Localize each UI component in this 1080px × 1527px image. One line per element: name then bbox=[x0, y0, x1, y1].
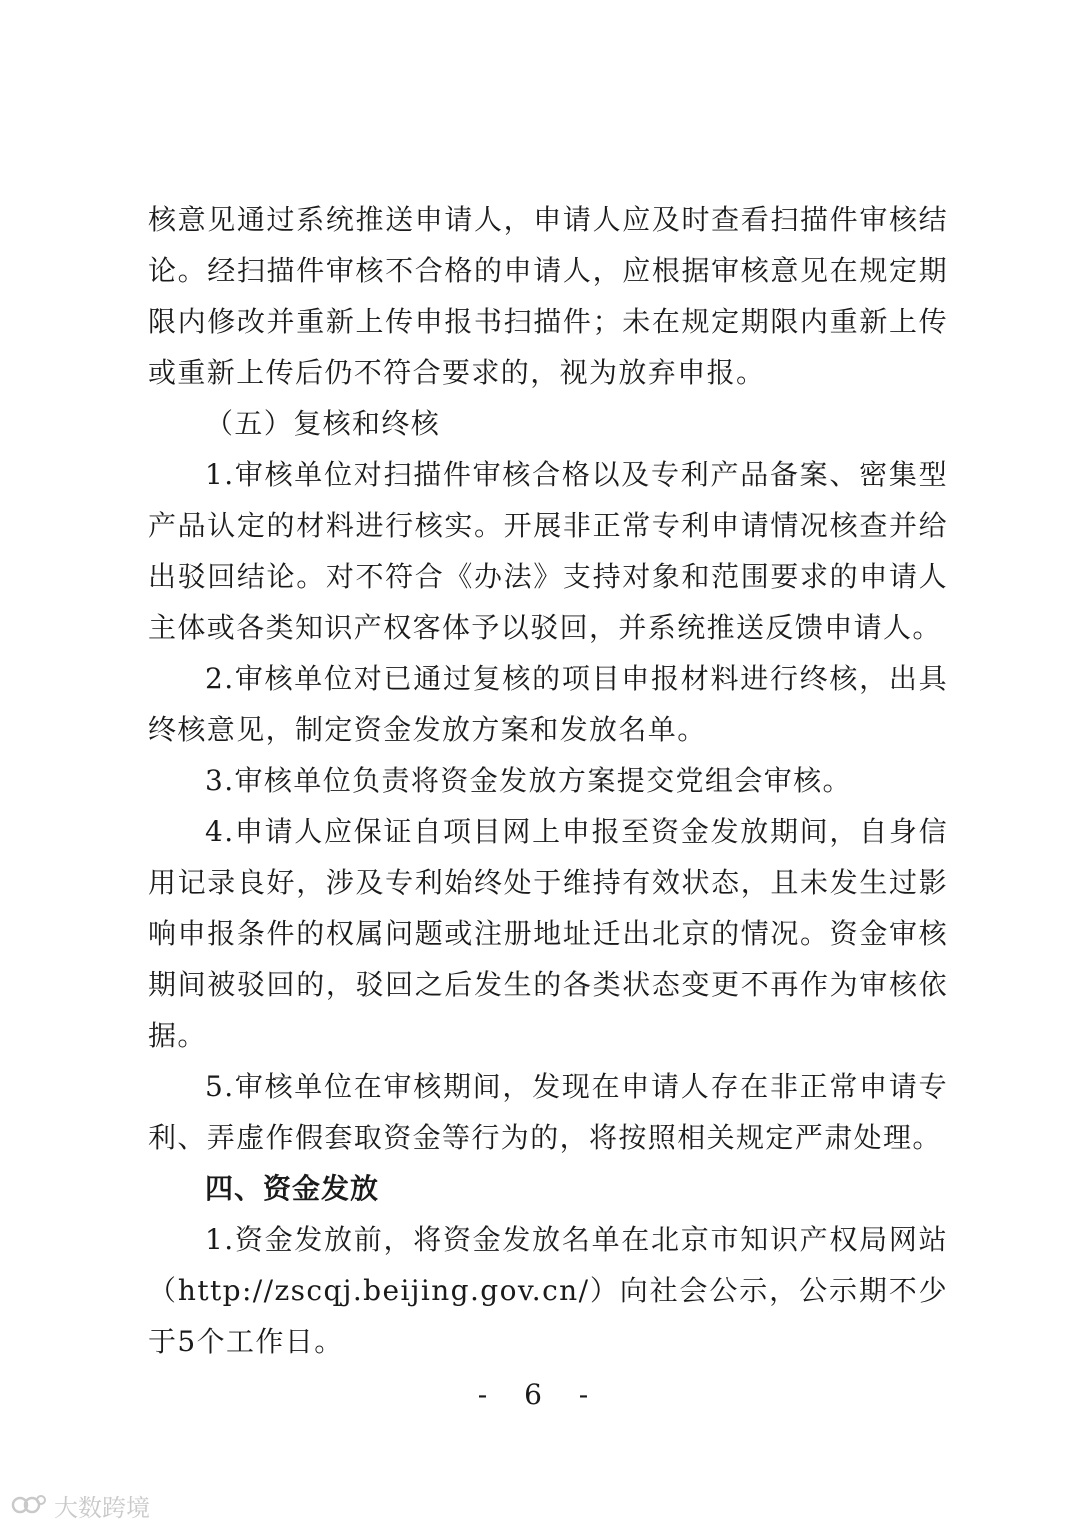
watermark bbox=[10, 1490, 150, 1520]
paragraph-item-3: 3.审核单位负责将资金发放方案提交党组会审核。 bbox=[205, 764, 852, 797]
paragraph-item-5: 5.审核单位在审核期间，发现在申请人存在非正常申请专利、弄虚作假套取资金等行为的，将按照相关规定严肃处理。 bbox=[148, 1070, 948, 1154]
paragraph-item-4: 4.申请人应保证自项目网上申报至资金发放期间，自身信用记录良好，涉及专利始终处于维持有效状态，且未发生过影响申报条件的权属问题或注册地址迁出北京的情况。资金审核期间被驳回的，驳回之后发生的各类状态变更不再作为审核依据。 bbox=[148, 815, 948, 1052]
paragraph-item-1: 1.审核单位对扫描件审核合格以及专利产品备案、密集型产品认定的材料进行核实。开展非正常专利申请情况核查并给出驳回结论。对不符合《办法》支持对象和范围要求的申请人主体或各类知识产权客体予以驳回，并系统推送反馈申请人。 bbox=[148, 458, 948, 644]
paragraph-funding-1: 1.资金发放前，将资金发放名单在北京市知识产权局网站（http://zscqj.beijing.gov.cn/）向社会公示，公示期不少于5个工作日。 bbox=[148, 1223, 948, 1358]
page-number: - 6 - bbox=[477, 1378, 603, 1411]
watermark-text: 大数跨境 bbox=[54, 1493, 150, 1522]
logo-icon bbox=[10, 1492, 48, 1518]
paragraph-continuation: 核意见通过系统推送申请人，申请人应及时查看扫描件审核结论。经扫描件审核不合格的申请人，应根据审核意见在规定期限内修改并重新上传申报书扫描件；未在规定期限内重新上传或重新上传后仍不符合要求的，视为放弃申报。 bbox=[148, 203, 948, 389]
document-body bbox=[148, 194, 948, 1367]
subsection-heading: （五）复核和终核 bbox=[205, 407, 441, 440]
section-heading: 四、资金发放 bbox=[205, 1172, 380, 1205]
paragraph-item-2: 2.审核单位对已通过复核的项目申报材料进行终核，出具终核意见，制定资金发放方案和发放名单。 bbox=[148, 662, 948, 746]
